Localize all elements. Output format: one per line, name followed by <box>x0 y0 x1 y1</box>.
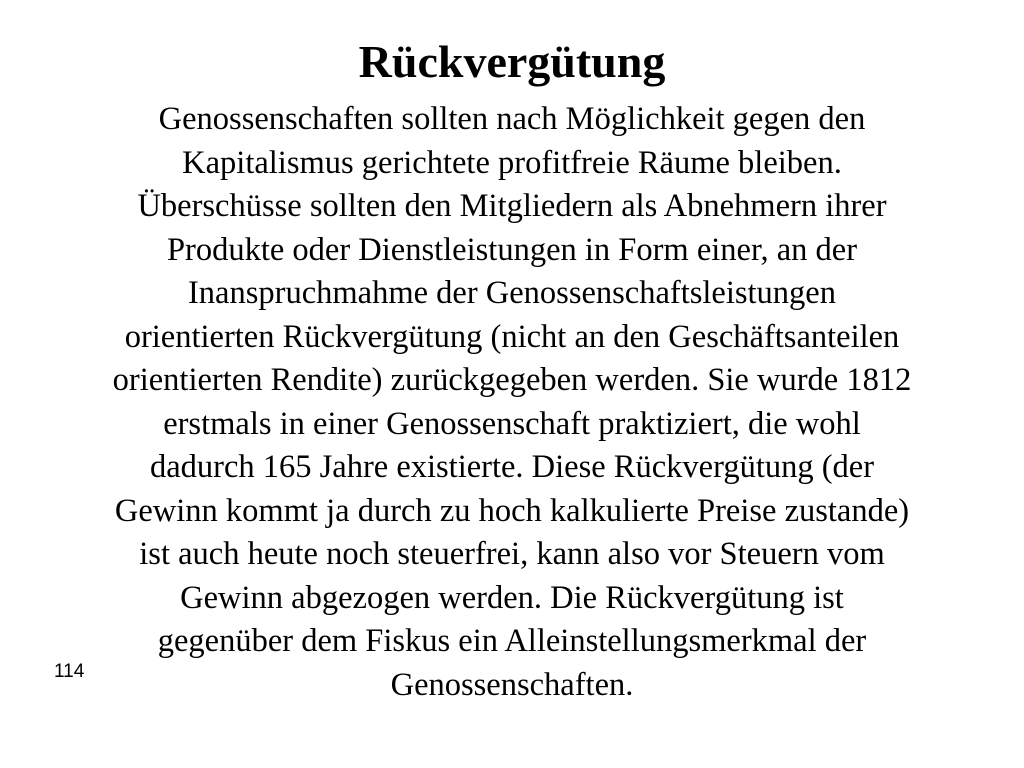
slide-title: Rückvergütung <box>358 36 666 87</box>
body-line: gegenüber dem Fiskus ein Alleinstellungsmerkmal der <box>157 623 867 659</box>
body-line: orientierten Rendite) zurückgegeben werden. Sie wurde 1812 <box>112 362 912 398</box>
body-line: Inanspruchmahme der Genossenschaftsleistungen <box>187 275 836 311</box>
body-line: Gewinn abgezogen werden. Die Rückvergütung ist <box>180 579 844 616</box>
body-line: erstmals in einer Genossenschaft praktiziert, die wohl <box>163 405 861 442</box>
page-number: 114 <box>54 661 85 682</box>
body-line: ist auch heute noch steuerfrei, kann also vor Steuern vom <box>139 536 885 572</box>
body-line: Gewinn kommt ja durch zu hoch kalkulierte Preise zustande) <box>114 492 910 529</box>
slide-body-text <box>0 98 1024 707</box>
body-line: Genossenschaften sollten nach Möglichkeit gegen den <box>158 101 866 137</box>
body-line: Produkte oder Dienstleistungen in Form einer, an der <box>166 231 858 268</box>
body-line: dadurch 165 Jahre existierte. Diese Rückvergütung (der <box>149 449 875 485</box>
body-line: Genossenschaften. <box>390 666 634 703</box>
body-line: Überschüsse sollten den Mitgliedern als Abnehmern ihrer <box>137 188 887 224</box>
body-line: orientierten Rückvergütung (nicht an den Geschäftsanteilen <box>124 318 900 355</box>
body-line: Kapitalismus gerichtete profitfreie Räume bleiben. <box>182 144 842 181</box>
